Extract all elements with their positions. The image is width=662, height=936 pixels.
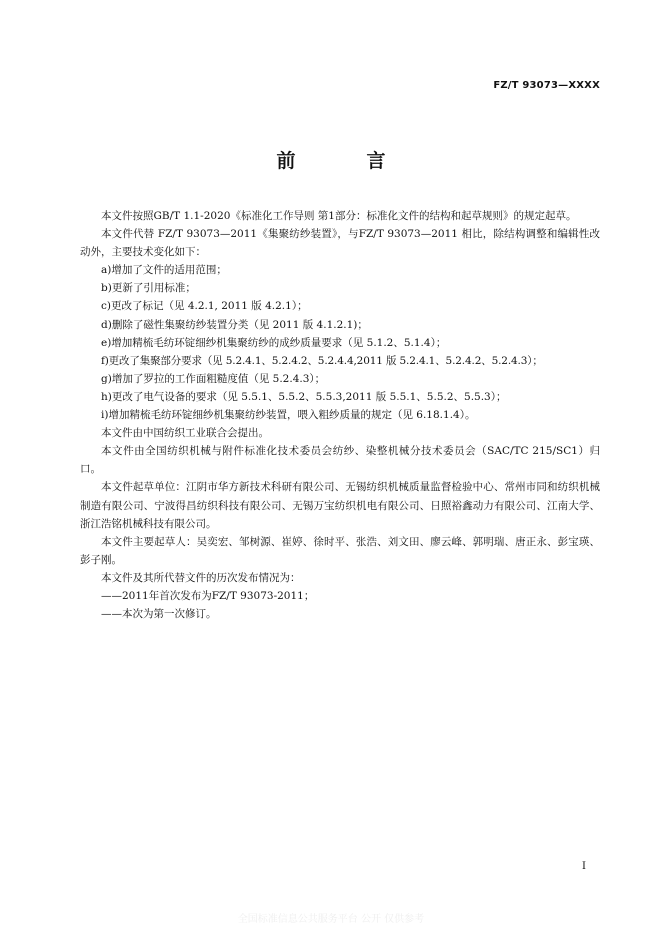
foreword-body: [80, 207, 600, 623]
change-item: d)删除了磁性集聚纺纱装置分类（见 2011 版 4.1.2.1)；: [101, 318, 368, 331]
change-item: a)增加了文件的适用范围；: [101, 264, 227, 277]
paragraph-drafting-basis: 本文件按照GB/T 1.1-2020《标准化工作导则 第1部分：标准化文件的结构和起草规则》的规定起草。: [101, 210, 577, 222]
change-item: g)增加了罗拉的工作面粗糙度值（见 5.2.4.3）；: [101, 372, 326, 385]
paragraph-proposer: 本文件由中国纺织工业联合会提出。: [101, 427, 269, 440]
change-item: e)增加精梳毛纺环锭细纱机集聚纺纱的成纱质量要求（见 5.1.2、5.1.4）；: [101, 336, 447, 349]
paragraph-drafters: 本文件主要起草人：吴奕宏、邹树源、崔婷、徐时平、张浩、刘文田、廖云峰、郭明瑞、唐正永、彭宝瑛、彭子刚。: [80, 535, 600, 566]
paragraph-administrator: 本文件由全国纺织机械与附件标准化技术委员会纺纱、染整机械分技术委员会（SAC/TC 215/SC1）归口。: [80, 445, 600, 476]
watermark: 全国标准信息公共服务平台 公开 仅供参考: [237, 914, 425, 925]
page-number: I: [582, 861, 586, 872]
history-item: ——2011年首次发布为FZ/T 93073-2011；: [101, 589, 315, 602]
paragraph-history-intro: 本文件及其所代替文件的历次发布情况为：: [101, 571, 301, 584]
paragraph-replacement: 本文件代替 FZ/T 93073—2011《集聚纺纱装置》，与FZ/T 93073—2011 相比，除结构调整和编辑性改动外，主要技术变化如下：: [80, 228, 600, 259]
paragraph-drafting-units: 本文件起草单位：江阴市华方新技术科研有限公司、无锡纺织机械质量监督检验中心、常州市同和纺织机械制造有限公司、宁波得昌纺织科技有限公司、无锡万宝纺织机电有限公司、日照裕鑫动力有限公司、江南大学、浙江浩铭机械科技有限公司。: [80, 481, 600, 530]
change-item: f)更改了集聚部分要求（见 5.2.4.1、5.2.4.2、5.2.4.4,2011 版 5.2.4.1、5.2.4.2、5.2.4.3）；: [101, 354, 543, 367]
history-item: ——本次为第一次修订。: [101, 608, 217, 621]
change-item: b)更新了引用标准；: [101, 282, 196, 295]
page-title: 前 言: [276, 150, 412, 172]
change-item: h)更改了电气设备的要求（见 5.5.1、5.5.2、5.5.3,2011 版 5.5.1、5.5.2、5.5.3）；: [101, 390, 507, 403]
change-item: i)增加精梳毛纺环锭细纱机集聚纺纱装置，喂入粗纱质量的规定（见 6.18.1.4）。: [101, 409, 476, 422]
change-item: c)更改了标记（见 4.2.1, 2011 版 4.2.1）；: [101, 300, 308, 313]
standard-code: FZ/T 93073—XXXX: [493, 80, 600, 91]
